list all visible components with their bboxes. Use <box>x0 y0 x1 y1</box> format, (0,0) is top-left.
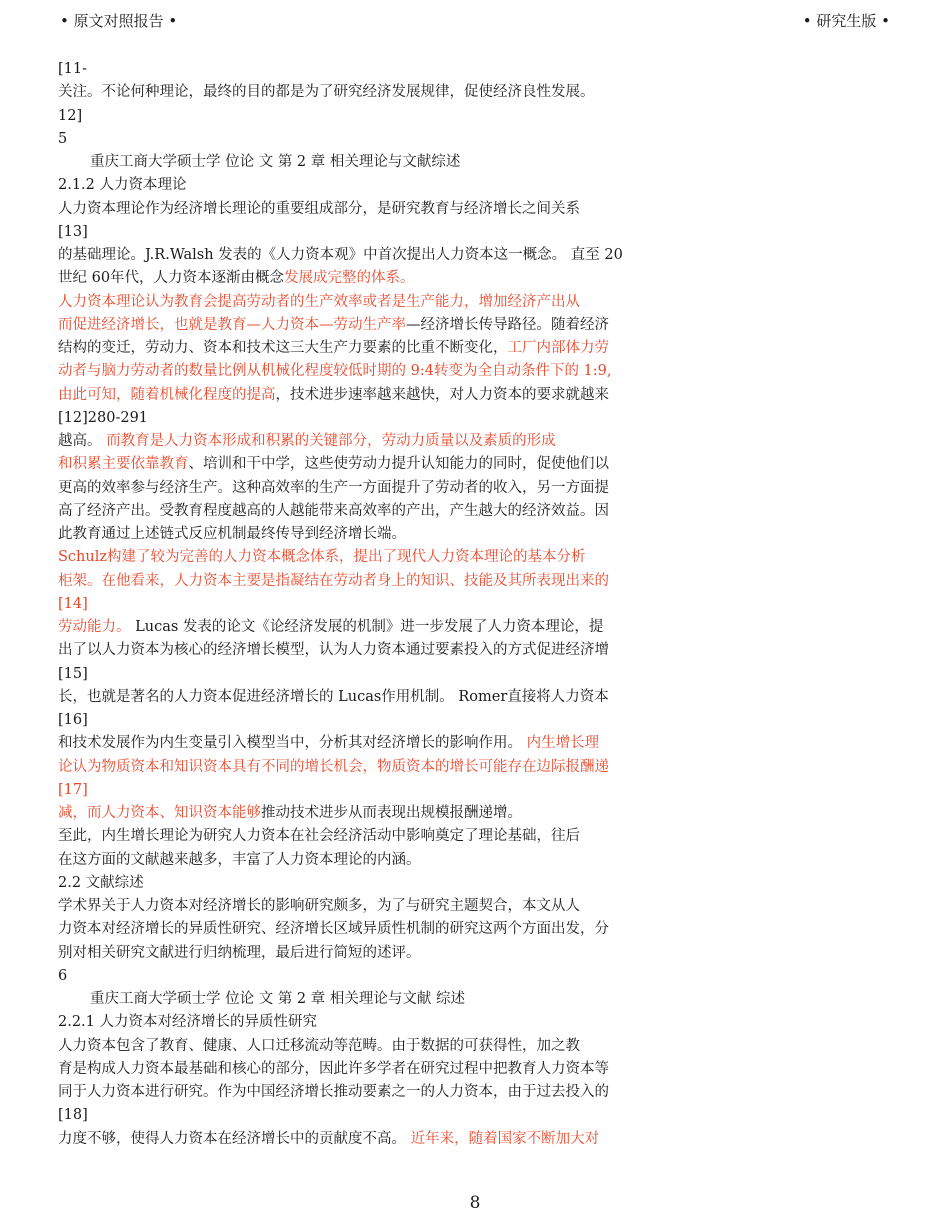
text-line <box>58 314 698 337</box>
highlighted-text: 而促进经济增长，也就是教育—人力资本—劳动生产率 <box>58 316 406 333</box>
page-header <box>0 10 950 32</box>
text-line: 同于人力资本进行研究。作为中国经济增长推动要素之一的人力资本，由于过去投入的 <box>58 1084 609 1100</box>
highlighted-text: 和积累主要依靠教育 <box>58 456 189 473</box>
text-segment: 结构的变迁，劳动力、资本和技术这三大生产力要素的比重不断变化， <box>58 340 508 356</box>
text-line: 12] <box>58 107 83 124</box>
document-body <box>58 58 698 1151</box>
text-line: [12]280-291 <box>58 409 149 426</box>
highlighted-text: 动者与脑力劳动者的数量比例从机械化程度较低时期的 9:4转变为全自动条件下的 1:9, <box>58 363 612 380</box>
highlighted-text: 劳动能力。 <box>58 619 131 635</box>
text-segment: —经济增长传导路径。随着经济 <box>406 316 609 333</box>
text-line: 别对相关研究文献进行归纳梳理，最后进行简短的述评。 <box>58 944 421 961</box>
report-title: • 原文对照报告 • <box>60 12 178 30</box>
text-line <box>58 453 698 476</box>
text-line: 6 <box>58 967 68 984</box>
highlighted-text: 而教育是人力资本形成和积累的关键部分，劳动力质量以及素质的形成 <box>106 433 556 449</box>
highlighted-text: [17] <box>58 781 88 798</box>
text-line: [16] <box>58 712 88 728</box>
text-segment: 、培训和干中学，这些使劳动力提升认知能力的同时，促使他们以 <box>188 456 609 473</box>
highlighted-text: 内生增长理 <box>526 735 600 752</box>
text-line: 长，也就是著名的人力资本促进经济增长的 Lucas作用机制。 Romer直接将人力资本 <box>58 688 609 705</box>
text-line: 出了以人力资本为核心的经济增长模型，认为人力资本通过要素投入的方式促进经济增 <box>58 642 609 659</box>
highlighted-text: 论认为物质资本和知识资本具有不同的增长机会，物质资本的增长可能存在边际报酬递 <box>58 758 609 775</box>
text-line <box>58 430 698 453</box>
edition-label: • 研究生版 • <box>802 12 890 30</box>
text-line <box>58 267 698 290</box>
text-segment: 越高。 <box>58 433 107 449</box>
text-line: 关注。不论何种理论，最终的目的都是为了研究经济发展规律，促使经济良性发展。 <box>58 84 595 101</box>
highlighted-text: Schulz构建了较为完善的人力资本概念体系，提出了现代人力资本理论的基本分析 <box>58 549 586 566</box>
page-number: 8 <box>469 1193 481 1213</box>
text-line: 此教育通过上述链式反应机制最终传导到经济增长端。 <box>58 526 406 542</box>
highlighted-text: 人力资本理论认为教育会提高劳动者的生产效率或者是生产能力，增加经济产出从 <box>58 293 580 310</box>
text-segment: Lucas 发表的论文《论经济发展的机制》进一步发展了人力资本理论，提 <box>130 619 604 635</box>
text-line: 2.2.1 人力资本对经济增长的异质性研究 <box>58 1014 318 1031</box>
text-line: [11- <box>58 61 88 77</box>
text-line: 2.1.2 人力资本理论 <box>58 177 187 194</box>
text-line: 的基础理论。J.R.Walsh 发表的《人力资本观》中首次提出人力资本这一概念。 直至 20 <box>58 247 623 263</box>
text-line <box>58 546 698 569</box>
text-line <box>58 732 698 755</box>
text-line: 2.2 文献综述 <box>58 874 144 891</box>
text-segment: 推动技术进步从而表现出规模报酬递增。 <box>261 805 522 821</box>
text-line: 人力资本包含了教育、健康、人口迁移流动等范畴。由于数据的可获得性，加之教 <box>58 1037 580 1054</box>
text-line: 5 <box>58 130 68 147</box>
highlighted-text: 发展成完整的体系。 <box>284 270 415 287</box>
highlighted-text: 柜架。在他看来，人力资本主要是指凝结在劳动者身上的知识、技能及其所表现出来的 <box>58 572 609 589</box>
text-line: [13] <box>58 223 88 240</box>
text-line: 人力资本理论作为经济增长理论的重要组成部分，是研究教育与经济增长之间关系 <box>58 200 580 217</box>
text-line: 学术界关于人力资本对经济增长的影响研究颇多，为了与研究主题契合，本文从人 <box>58 898 580 914</box>
text-line <box>58 570 698 593</box>
text-line: 至此，内生增长理论为研究人力资本在社会经济活动中影响奠定了理论基础，往后 <box>58 828 580 845</box>
text-segment: ，技术进步速率越来越快，对人力资本的要求就越来 <box>275 386 609 403</box>
text-segment: 和技术发展作为内生变量引入模型当中，分析其对经济增长的影响作用。 <box>58 735 527 752</box>
text-line <box>58 384 698 407</box>
text-line <box>58 360 698 383</box>
text-line <box>58 616 698 639</box>
text-line <box>58 337 698 360</box>
text-line <box>58 779 698 802</box>
text-line <box>58 756 698 779</box>
text-line <box>58 1128 698 1151</box>
text-line: 重庆工商大学硕士学 位论 文 第 2 章 相关理论与文献 综述 <box>90 991 465 1007</box>
text-segment: 世纪 60年代，人力资本逐渐由概念 <box>58 270 285 287</box>
text-line: 更高的效率参与经济生产。这种高效率的生产一方面提升了劳动者的收入，另一方面提 <box>58 479 609 496</box>
highlighted-text: 近年来，随着国家不断加大对 <box>410 1130 600 1147</box>
text-segment: 力度不够，使得人力资本在经济增长中的贡献度不高。 <box>58 1130 411 1147</box>
text-line: 高了经济产出。受教育程度越高的人越能带来高效率的产出，产生越大的经济效益。因 <box>58 502 609 519</box>
text-line: [18] <box>58 1107 88 1124</box>
highlighted-text: [14] <box>58 595 88 612</box>
text-line: 在这方面的文献越来越多，丰富了人力资本理论的内涵。 <box>58 851 421 868</box>
text-line: 力资本对经济增长的异质性研究、经济增长区域异质性机制的研究这两个方面出发，分 <box>58 921 609 938</box>
text-line: 重庆工商大学硕士学 位论 文 第 2 章 相关理论与文献综述 <box>90 154 461 170</box>
text-line <box>58 802 698 825</box>
text-line <box>58 291 698 314</box>
highlighted-text: 减，而人力资本、知识资本能够 <box>58 805 261 821</box>
text-line: 育是构成人力资本最基础和核心的部分，因此许多学者在研究过程中把教育人力资本等 <box>58 1060 609 1077</box>
highlighted-text: 工厂内部体力劳 <box>507 340 609 356</box>
text-line: [15] <box>58 665 88 682</box>
text-line <box>58 593 698 616</box>
highlighted-text: 由此可知，随着机械化程度的提高 <box>58 386 276 403</box>
